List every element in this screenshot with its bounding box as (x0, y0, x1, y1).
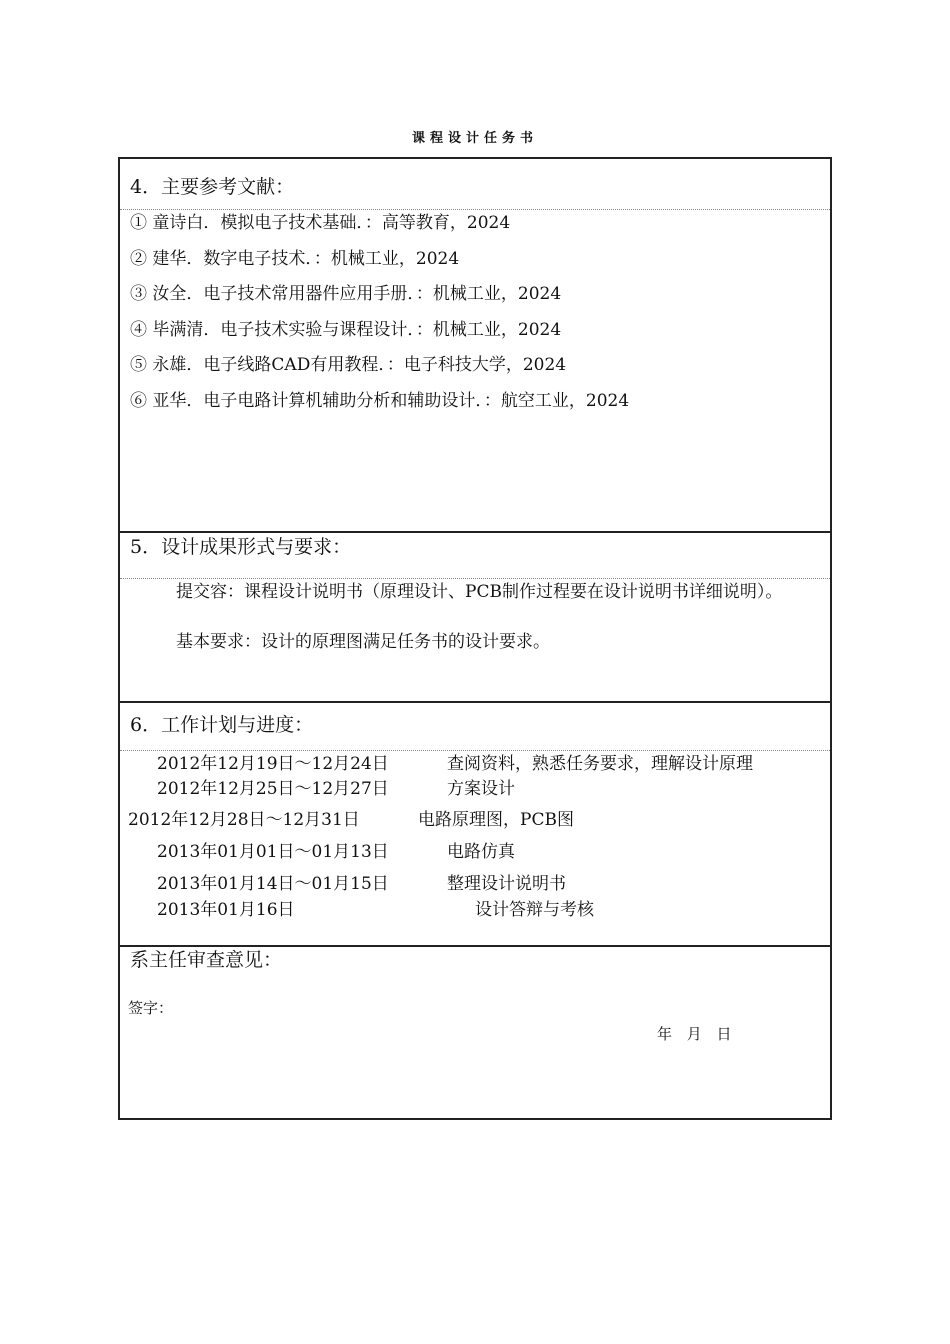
reference-item: ① 童诗白．模拟电子技术基础．：高等教育，2024 (130, 213, 511, 233)
schedule-row-date: 2013年01月01日〜01月13日 (157, 842, 389, 862)
schedule-title: 6．工作计划与进度： (130, 714, 314, 736)
review-section (120, 945, 830, 1120)
deliverables-submission-text: 提交容：课程设计说明书（原理设计、PCB制作过程要在设计说明书详细说明）。 (176, 582, 783, 602)
schedule-row-task: 设计答辩与考核 (475, 900, 594, 920)
schedule-row-date: 2012年12月25日〜12月27日 (157, 779, 389, 799)
schedule-row-task: 查阅资料，熟悉任务要求，理解设计原理 (447, 754, 753, 774)
signature-label: 签字： (128, 999, 174, 1017)
deliverables-title: 5．设计成果形式与要求： (130, 536, 352, 558)
reference-item: ② 建华．数字电子技术．：机械工业，2024 (130, 249, 460, 269)
references-section (120, 159, 830, 533)
deliverables-submission (128, 580, 822, 604)
schedule-title-rule (120, 750, 830, 751)
references-title: 4．主要参考文献： (130, 176, 295, 198)
reference-item: ③ 汝全．电子技术常用器件应用手册．：机械工业，2024 (130, 284, 562, 304)
schedule-row-date: 2012年12月28日〜12月31日 (128, 810, 360, 830)
schedule-row-task: 电路原理图，PCB图 (418, 810, 574, 830)
date-label: 年 月 日 (657, 1025, 732, 1043)
deliverables-requirement (128, 630, 822, 654)
deliverables-title-rule (120, 578, 830, 579)
reference-item: ⑤ 永雄．电子线路CAD有用教程．：电子科技大学，2024 (130, 355, 567, 375)
page-title: 课程设计任务书 (411, 131, 538, 146)
schedule-row-date: 2012年12月19日〜12月24日 (157, 754, 389, 774)
references-title-rule (120, 209, 830, 210)
schedule-row-task: 整理设计说明书 (447, 874, 566, 894)
task-form-table (118, 157, 832, 1120)
review-title: 系主任审查意见： (130, 949, 283, 971)
reference-item: ④ 毕满清．电子技术实验与课程设计．：机械工业，2024 (130, 320, 562, 340)
schedule-row-date: 2013年01月16日 (157, 900, 295, 920)
schedule-row-date: 2013年01月14日〜01月15日 (157, 874, 389, 894)
deliverables-section (120, 531, 830, 703)
reference-item: ⑥ 亚华．电子电路计算机辅助分析和辅助设计．：航空工业，2024 (130, 391, 630, 411)
schedule-section (120, 701, 830, 947)
schedule-row-task: 方案设计 (447, 779, 515, 799)
deliverables-requirement-text: 基本要求：设计的原理图满足任务书的设计要求。 (176, 632, 550, 652)
schedule-row-task: 电路仿真 (447, 842, 515, 862)
